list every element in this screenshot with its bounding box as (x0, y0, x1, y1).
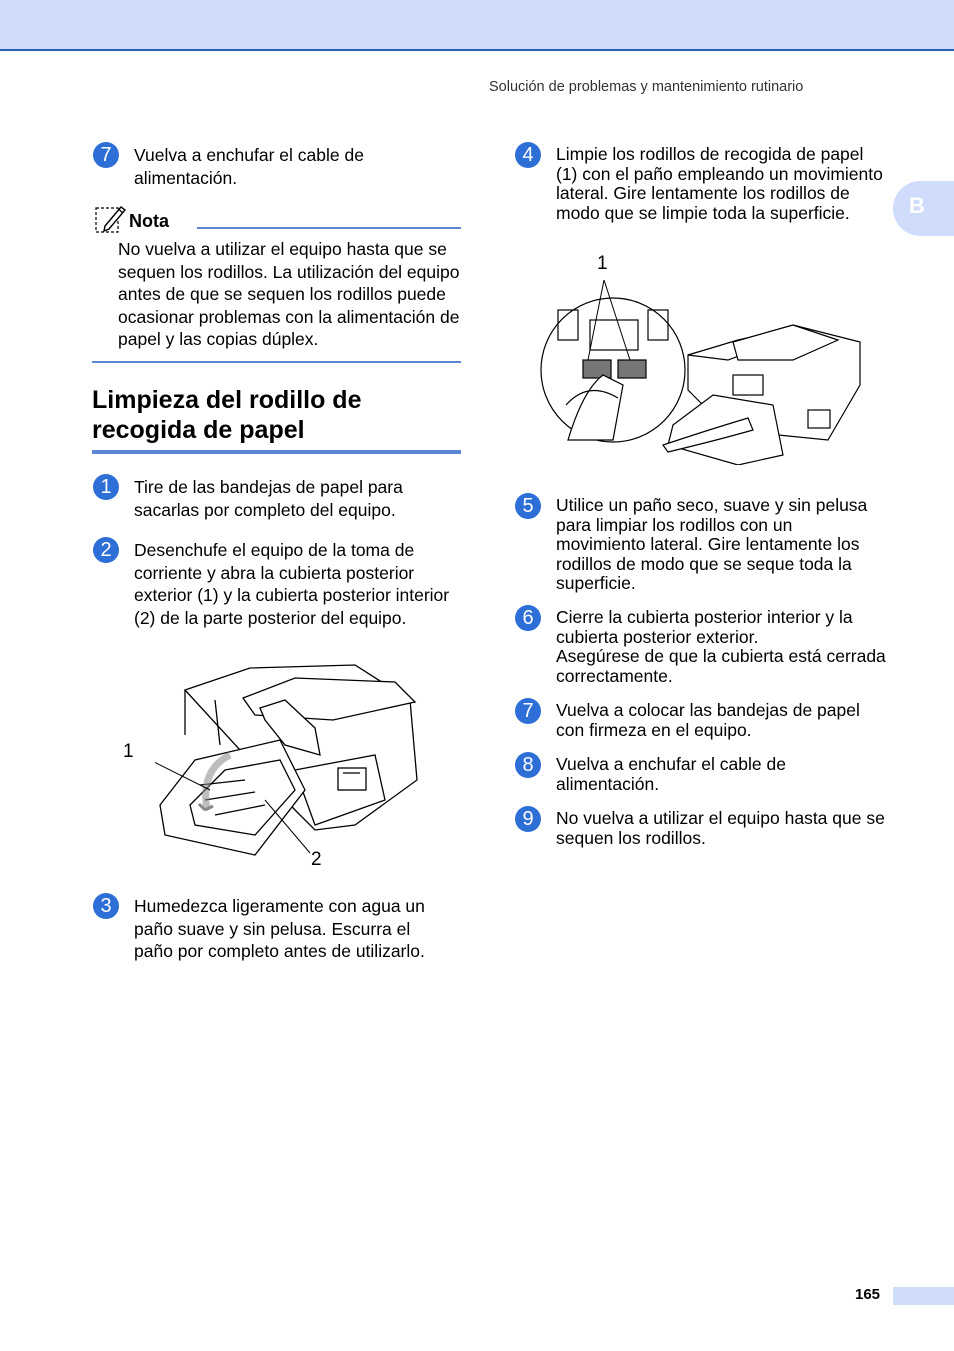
note-body: No vuelva a utilizar el equipo hasta que se sequen los rodillos. La utilización del equipo antes de que se sequen los rodillos puede ocasionar problemas con la alimentación de papel y las copias dúplex. (118, 239, 460, 349)
note-bottom-rule (92, 361, 461, 363)
step-text: Utilice un paño seco, suave y sin pelusa para limpiar los rodillos con un movimiento lateral. Gire lentamente los rodillos de modo que se seque toda la superficie. (556, 495, 868, 594)
step-text: Cierre la cubierta posterior interior y la cubierta posterior exterior. (556, 607, 853, 647)
page-number: 165 (855, 1286, 881, 1303)
step-number-badge: 8 (515, 752, 541, 778)
step-text: Limpie los rodillos de recogida de papel (1) con el paño empleando un movimiento lateral. Gire lentamente los rodillos de modo que se limpie toda la superficie. (556, 144, 883, 223)
step-number-badge: 2 (93, 537, 119, 563)
step-text: Tire de las bandejas de papel para sacarlas por completo del equipo. (134, 477, 403, 520)
step-number-badge: 7 (93, 142, 119, 168)
running-header: Solución de problemas y mantenimiento rutinario (489, 79, 804, 95)
figure-callout: 1 (123, 741, 134, 762)
roller-cleaning-illustration (538, 280, 863, 465)
step-number-badge: 4 (515, 142, 541, 168)
chapter-tab-label: B (909, 193, 925, 218)
note-divider (197, 227, 461, 229)
page-number-bar (893, 1287, 954, 1305)
note-pencil-icon (95, 204, 127, 234)
step-number-badge: 1 (93, 474, 119, 500)
step-number-badge: 7 (515, 698, 541, 724)
figure-callout: 2 (311, 849, 322, 870)
top-banner (0, 0, 954, 51)
step-text: Vuelva a enchufar el cable de alimentación. (134, 145, 364, 188)
figure-callout: 1 (597, 253, 608, 274)
step-text: Vuelva a colocar las bandejas de papel con firmeza en el equipo. (556, 700, 860, 740)
step-number-badge: 6 (515, 605, 541, 631)
section-rule (92, 450, 461, 454)
printer-rear-illustration (155, 660, 430, 860)
step-text: Vuelva a enchufar el cable de alimentación. (556, 754, 786, 794)
note-title: Nota (129, 211, 169, 231)
step-text: Humedezca ligeramente con agua un paño suave y sin pelusa. Escurra el paño por completo antes de utilizarlo. (134, 896, 425, 961)
step-text: No vuelva a utilizar el equipo hasta que se sequen los rodillos. (556, 808, 885, 848)
step-text: Asegúrese de que la cubierta está cerrada correctamente. (556, 646, 886, 686)
step-text: Desenchufe el equipo de la toma de corriente y abra la cubierta posterior exterior (1) y la cubierta posterior interior (2) de la parte posterior del equipo. (134, 540, 450, 628)
step-number-badge: 5 (515, 493, 541, 519)
step-number-badge: 3 (93, 893, 119, 919)
step-number-badge: 9 (515, 806, 541, 832)
section-title: Limpieza del rodillo de recogida de papel (92, 386, 362, 444)
chapter-tab (893, 181, 954, 236)
